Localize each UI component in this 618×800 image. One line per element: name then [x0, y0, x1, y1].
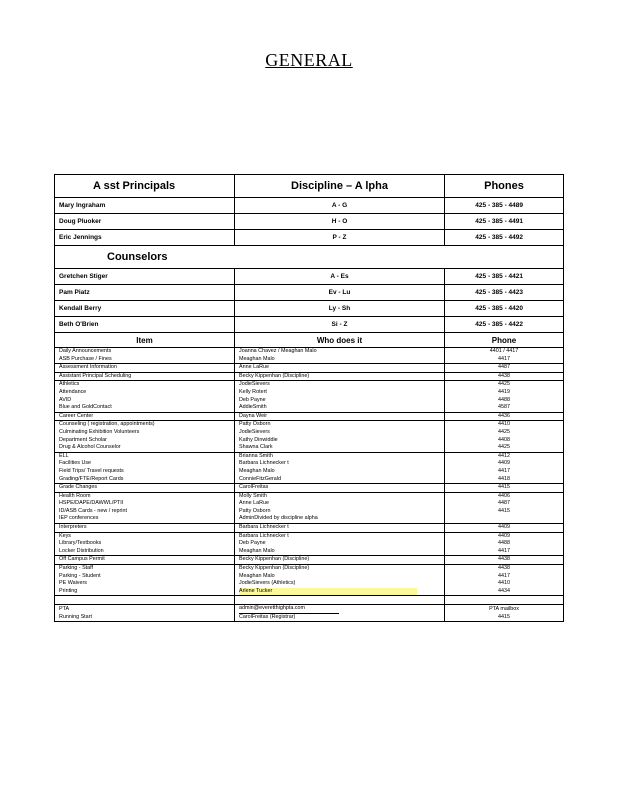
item-phone: 4406 — [445, 492, 564, 500]
item-name: IEP conferences — [55, 515, 235, 523]
item-phone — [445, 515, 564, 523]
table-header — [55, 175, 564, 198]
page-title: GENERAL — [265, 50, 353, 70]
item-who: Kelly Rotert — [235, 389, 445, 397]
counselor-alpha: Ev - Lu — [235, 285, 445, 301]
table-row — [55, 492, 564, 500]
item-name: Grade Changes — [55, 484, 235, 493]
item-who: Shawna Clark — [235, 444, 445, 452]
item-name: Culminating Exhibition Volunteers — [55, 429, 235, 437]
table-row — [55, 468, 564, 476]
header-phones: Phones — [445, 175, 564, 198]
asst-principal-row — [55, 214, 564, 230]
table-row — [55, 372, 564, 381]
item-phone: 4417 — [445, 356, 564, 364]
table-row — [55, 421, 564, 429]
counselor-row — [55, 285, 564, 301]
asst-principal-alpha: H - O — [235, 214, 445, 230]
table-row — [55, 381, 564, 389]
item-name: Parking - Student — [55, 573, 235, 581]
counselor-name: Beth O'Brien — [55, 317, 235, 333]
item-who: Barbara Lichnecker t — [235, 460, 445, 468]
item-who: ConnieFitzGerald — [235, 476, 445, 484]
table-row — [55, 412, 564, 421]
item-who: Becky Kippenhan (Discipline) — [235, 556, 445, 565]
item-name: PTA — [55, 605, 235, 614]
counselor-alpha: Ly - Sh — [235, 301, 445, 317]
counselor-phone: 425 - 385 - 4422 — [445, 317, 564, 333]
item-name: AVID — [55, 397, 235, 405]
item-who: Dayna Weir — [235, 412, 445, 421]
item-phone: 4419 — [445, 389, 564, 397]
item-who: JodieSievers (Athletics) — [235, 580, 445, 588]
item-name: Counseling ( registration, appointments) — [55, 421, 235, 429]
item-name: Library/Textbooks — [55, 540, 235, 548]
item-phone: 4436 — [445, 412, 564, 421]
header-asst-principals: A sst Principals — [55, 175, 235, 198]
item-who: Patty Osborn — [235, 421, 445, 429]
item-phone: 4409 — [445, 524, 564, 533]
item-phone: 4410 — [445, 580, 564, 588]
item-who-span: Arlene Tucker — [239, 588, 417, 596]
item-phone: 4408 — [445, 437, 564, 445]
item-name: Printing — [55, 588, 235, 596]
item-who: Molly Smith — [235, 492, 445, 500]
table-row — [55, 389, 564, 397]
item-who: Anne LaRue — [235, 500, 445, 508]
table-row — [55, 540, 564, 548]
item-name: Daily Announcements — [55, 348, 235, 356]
table-row — [55, 500, 564, 508]
item-name: Grading/FTE/Report Cards — [55, 476, 235, 484]
table-row — [55, 565, 564, 573]
item-who: Deb Payne — [235, 397, 445, 405]
items-header-item: Item — [55, 333, 235, 348]
item-phone: 4434 — [445, 588, 564, 596]
item-who: Meaghan Malo — [235, 468, 445, 476]
item-name: Keys — [55, 532, 235, 540]
item-who: Anne LaRue — [235, 364, 445, 373]
item-who-span: admin@everetthighpta.com — [239, 605, 339, 614]
item-name — [55, 596, 235, 605]
table-row — [55, 348, 564, 356]
item-phone: 4417 — [445, 548, 564, 556]
table-row — [55, 397, 564, 405]
asst-principal-phone: 425 - 385 - 4491 — [445, 214, 564, 230]
table-row — [55, 548, 564, 556]
table-row — [55, 452, 564, 460]
item-phone: 4488 — [445, 397, 564, 405]
table-row — [55, 460, 564, 468]
table-row — [55, 484, 564, 493]
item-name: Career Center — [55, 412, 235, 421]
counselor-phone: 425 - 385 - 4423 — [445, 285, 564, 301]
items-header-who: Who does it — [235, 333, 445, 348]
asst-principal-name: Doug Pluoker — [55, 214, 235, 230]
item-who: Patty Osborn — [235, 508, 445, 516]
counselors-heading-row — [55, 246, 564, 269]
item-phone: 4425 — [445, 381, 564, 389]
table-row — [55, 614, 564, 622]
table-row — [55, 356, 564, 364]
counselor-alpha: Si - Z — [235, 317, 445, 333]
item-name: Attendance — [55, 389, 235, 397]
counselor-name: Gretchen Stiger — [55, 269, 235, 285]
counselor-row — [55, 317, 564, 333]
item-name: Facilities Use — [55, 460, 235, 468]
item-phone: 4409 — [445, 460, 564, 468]
item-phone: 4409 — [445, 532, 564, 540]
item-who: Kathy Dinwiddie — [235, 437, 445, 445]
item-who: JodieSievers — [235, 429, 445, 437]
item-who: Deb Payne — [235, 540, 445, 548]
table-row — [55, 588, 564, 596]
item-phone: 4418 — [445, 476, 564, 484]
item-phone: 4438 — [445, 372, 564, 381]
table-row — [55, 596, 564, 605]
item-name: Interpreters — [55, 524, 235, 533]
item-name: Parking - Staff — [55, 565, 235, 573]
item-phone: 4415 — [445, 484, 564, 493]
item-who: CarolFreitas — [235, 484, 445, 493]
table-row — [55, 573, 564, 581]
table-row — [55, 444, 564, 452]
item-who: CarolFreitas (Registrar) — [235, 614, 445, 622]
asst-principal-phone: 425 - 385 - 4492 — [445, 230, 564, 246]
item-phone: 4417 — [445, 468, 564, 476]
item-name: Department Scholar — [55, 437, 235, 445]
counselor-row — [55, 269, 564, 285]
item-phone: 4417 — [445, 573, 564, 581]
item-name: Health Room — [55, 492, 235, 500]
table-row — [55, 580, 564, 588]
table-row — [55, 508, 564, 516]
item-phone: 4438 — [445, 556, 564, 565]
item-name: Locker Distribution — [55, 548, 235, 556]
item-name: Assistant Principal Scheduling — [55, 372, 235, 381]
item-phone: 4438 — [445, 565, 564, 573]
counselors-heading: Counselors — [55, 246, 564, 269]
item-who: Barbara Lichnecker t — [235, 532, 445, 540]
item-name: ELL — [55, 452, 235, 460]
item-who: Meaghan Malo — [235, 573, 445, 581]
counselor-phone: 425 - 385 - 4421 — [445, 269, 564, 285]
table-row — [55, 429, 564, 437]
item-who — [235, 605, 445, 614]
table-row — [55, 556, 564, 565]
asst-principal-phone: 425 - 385 - 4489 — [445, 198, 564, 214]
asst-principal-name: Eric Jennings — [55, 230, 235, 246]
item-who: AddieSmith — [235, 404, 445, 412]
item-who: Brianna Smith — [235, 452, 445, 460]
item-name: Drug & Alcohol Counselor — [55, 444, 235, 452]
item-phone: 4488 — [445, 540, 564, 548]
asst-principal-row — [55, 230, 564, 246]
item-who: Barbara Lichnecker t — [235, 524, 445, 533]
asst-principal-row — [55, 198, 564, 214]
item-phone: 4425 — [445, 444, 564, 452]
item-phone — [445, 596, 564, 605]
item-name: ID/ASB Cards - new / reprint — [55, 508, 235, 516]
item-who: Meaghan Malo — [235, 548, 445, 556]
counselor-name: Kendall Berry — [55, 301, 235, 317]
item-phone: 4415 — [445, 508, 564, 516]
item-phone: 4412 — [445, 452, 564, 460]
item-phone: 4487 — [445, 364, 564, 373]
item-who: JodieSievers — [235, 381, 445, 389]
item-name: Assessment Information — [55, 364, 235, 373]
item-name: PE Waivers — [55, 580, 235, 588]
item-name: Athletics — [55, 381, 235, 389]
table-row — [55, 532, 564, 540]
item-who: Becky Kippenhan (Discipline) — [235, 372, 445, 381]
counselor-phone: 425 - 385 - 4420 — [445, 301, 564, 317]
item-name: ASB Purchase / Fines — [55, 356, 235, 364]
item-phone: 4425 — [445, 429, 564, 437]
item-phone: PTA mailbox — [445, 605, 564, 614]
items-header-row — [55, 333, 564, 348]
item-name: HSPE/DAPE/DAWWL/PTII — [55, 500, 235, 508]
items-header-phone: Phone — [445, 333, 564, 348]
item-name: Running Start — [55, 614, 235, 622]
item-who — [235, 596, 445, 605]
asst-principal-name: Mary Ingraham — [55, 198, 235, 214]
item-phone: 4487 — [445, 500, 564, 508]
table-row — [55, 364, 564, 373]
item-who: Becky Kippenhan (Discipline) — [235, 565, 445, 573]
item-name: Off Campus Permit — [55, 556, 235, 565]
header-discipline: Discipline – A lpha — [235, 175, 445, 198]
asst-principal-alpha: P - Z — [235, 230, 445, 246]
item-name: Blue and GoldContact — [55, 404, 235, 412]
asst-principal-alpha: A - G — [235, 198, 445, 214]
item-who — [235, 588, 445, 596]
item-phone: 4401 / 4417 — [445, 348, 564, 356]
item-who: Joanna Chavez / Meaghan Malo — [235, 348, 445, 356]
counselor-row — [55, 301, 564, 317]
item-phone: 4587 — [445, 404, 564, 412]
item-phone: 4410 — [445, 421, 564, 429]
counselor-alpha: A - Es — [235, 269, 445, 285]
table-row — [55, 437, 564, 445]
table-row — [55, 476, 564, 484]
table-row — [55, 524, 564, 533]
table-row — [55, 605, 564, 614]
item-who: Meaghan Malo — [235, 356, 445, 364]
item-who: AdminDivided by discipline alpha — [235, 515, 445, 523]
item-name: Field Trips/ Travel requests — [55, 468, 235, 476]
table-row — [55, 404, 564, 412]
table-row — [55, 515, 564, 523]
counselor-name: Pam Piatz — [55, 285, 235, 301]
item-phone: 4415 — [445, 614, 564, 622]
directory-table — [54, 174, 564, 622]
